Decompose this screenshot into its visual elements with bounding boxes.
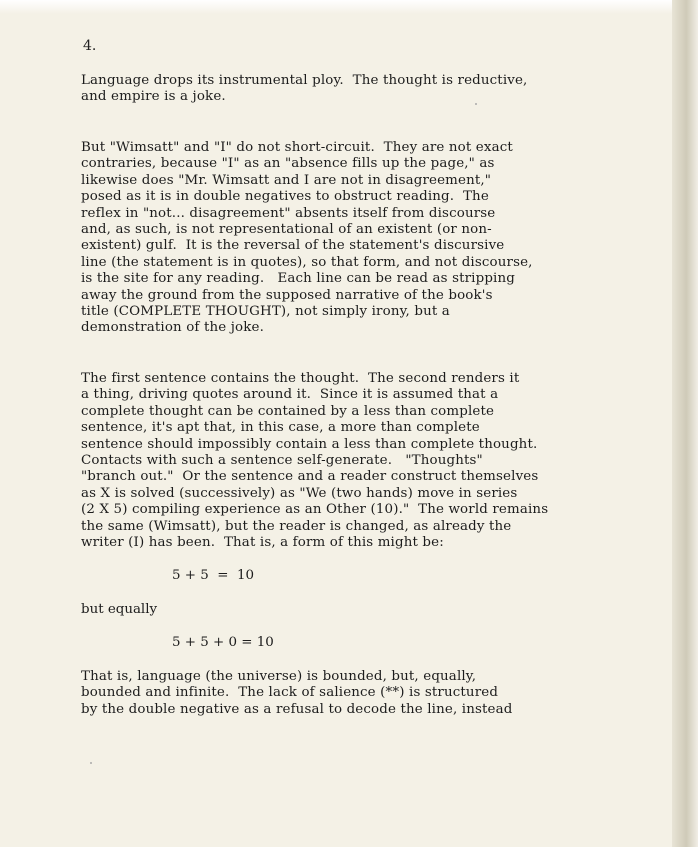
text-line: existent) gulf. It is the reversal of the statement's discursive xyxy=(81,238,505,254)
paragraph-4 xyxy=(81,669,512,718)
text-line: and empire is a joke. xyxy=(81,89,226,105)
text-line: bounded and infinite. The lack of salience (**) is structured xyxy=(81,685,499,701)
text-line: is the site for any reading. Each line can be read as stripping xyxy=(81,271,515,287)
text-line: likewise does "Mr. Wimsatt and I are not in disagreement," xyxy=(81,172,492,188)
text-line: contraries, because "I" as an "absence fills up the page," as xyxy=(81,156,495,172)
text-line: That is, language (the universe) is bounded, but, equally, xyxy=(81,669,477,684)
paper-speck xyxy=(475,103,477,105)
text-line: demonstration of the joke. xyxy=(81,320,264,336)
text-line: (2 X 5) compiling experience as an Other (10)." The world remains xyxy=(81,502,549,518)
text-line: sentence should impossibly contain a less than complete thought. xyxy=(81,436,538,452)
text-line: as X is solved (successively) as "We (two hands) move in series xyxy=(81,485,518,501)
text-line: Contacts with such a sentence self-generate. "Thoughts" xyxy=(81,453,483,469)
text-line: away the ground from the supposed narrative of the book's xyxy=(81,287,493,303)
text-line: The first sentence contains the thought. The second renders it xyxy=(81,371,520,386)
text-line: and, as such, is not representational of an existent (or non- xyxy=(81,222,492,238)
text-line: the same (Wimsatt), but the reader is changed, as already the xyxy=(81,518,512,534)
text-line: complete thought can be contained by a less than complete xyxy=(81,403,495,419)
between-text: but equally xyxy=(81,602,158,617)
text-line: "branch out." Or the sentence and a reader construct themselves xyxy=(81,469,539,485)
text-line: But "Wimsatt" and "I" do not short-circuit. They are not exact xyxy=(81,140,513,155)
text-line: Language drops its instrumental ploy. The thought is reductive, xyxy=(81,73,528,88)
paragraph-1 xyxy=(81,73,527,106)
equation-1: 5 + 5 = 10 xyxy=(172,568,255,583)
page-number: 4. xyxy=(83,38,97,54)
paragraph-2 xyxy=(81,140,533,337)
text-line: a thing, driving quotes around it. Since it is assumed that a xyxy=(81,387,499,403)
binding-shadow xyxy=(672,0,698,847)
text-line: reflex in "not... disagreement" absents itself from discourse xyxy=(81,205,496,221)
text-line: sentence, it's apt that, in this case, a more than complete xyxy=(81,420,480,436)
text-line: posed as it is in double negatives to obstruct reading. The xyxy=(81,189,489,205)
paragraph-3 xyxy=(81,371,548,551)
text-line: title (COMPLETE THOUGHT), not simply irony, but a xyxy=(81,304,450,320)
equation-2: 5 + 5 + 0 = 10 xyxy=(172,635,274,650)
page-top-edge xyxy=(0,0,698,14)
text-line: writer (I) has been. That is, a form of this might be: xyxy=(81,535,444,551)
paper-speck xyxy=(90,762,92,764)
text-line: line (the statement is in quotes), so that form, and not discourse, xyxy=(81,254,533,270)
text-line: by the double negative as a refusal to decode the line, instead xyxy=(81,701,513,717)
